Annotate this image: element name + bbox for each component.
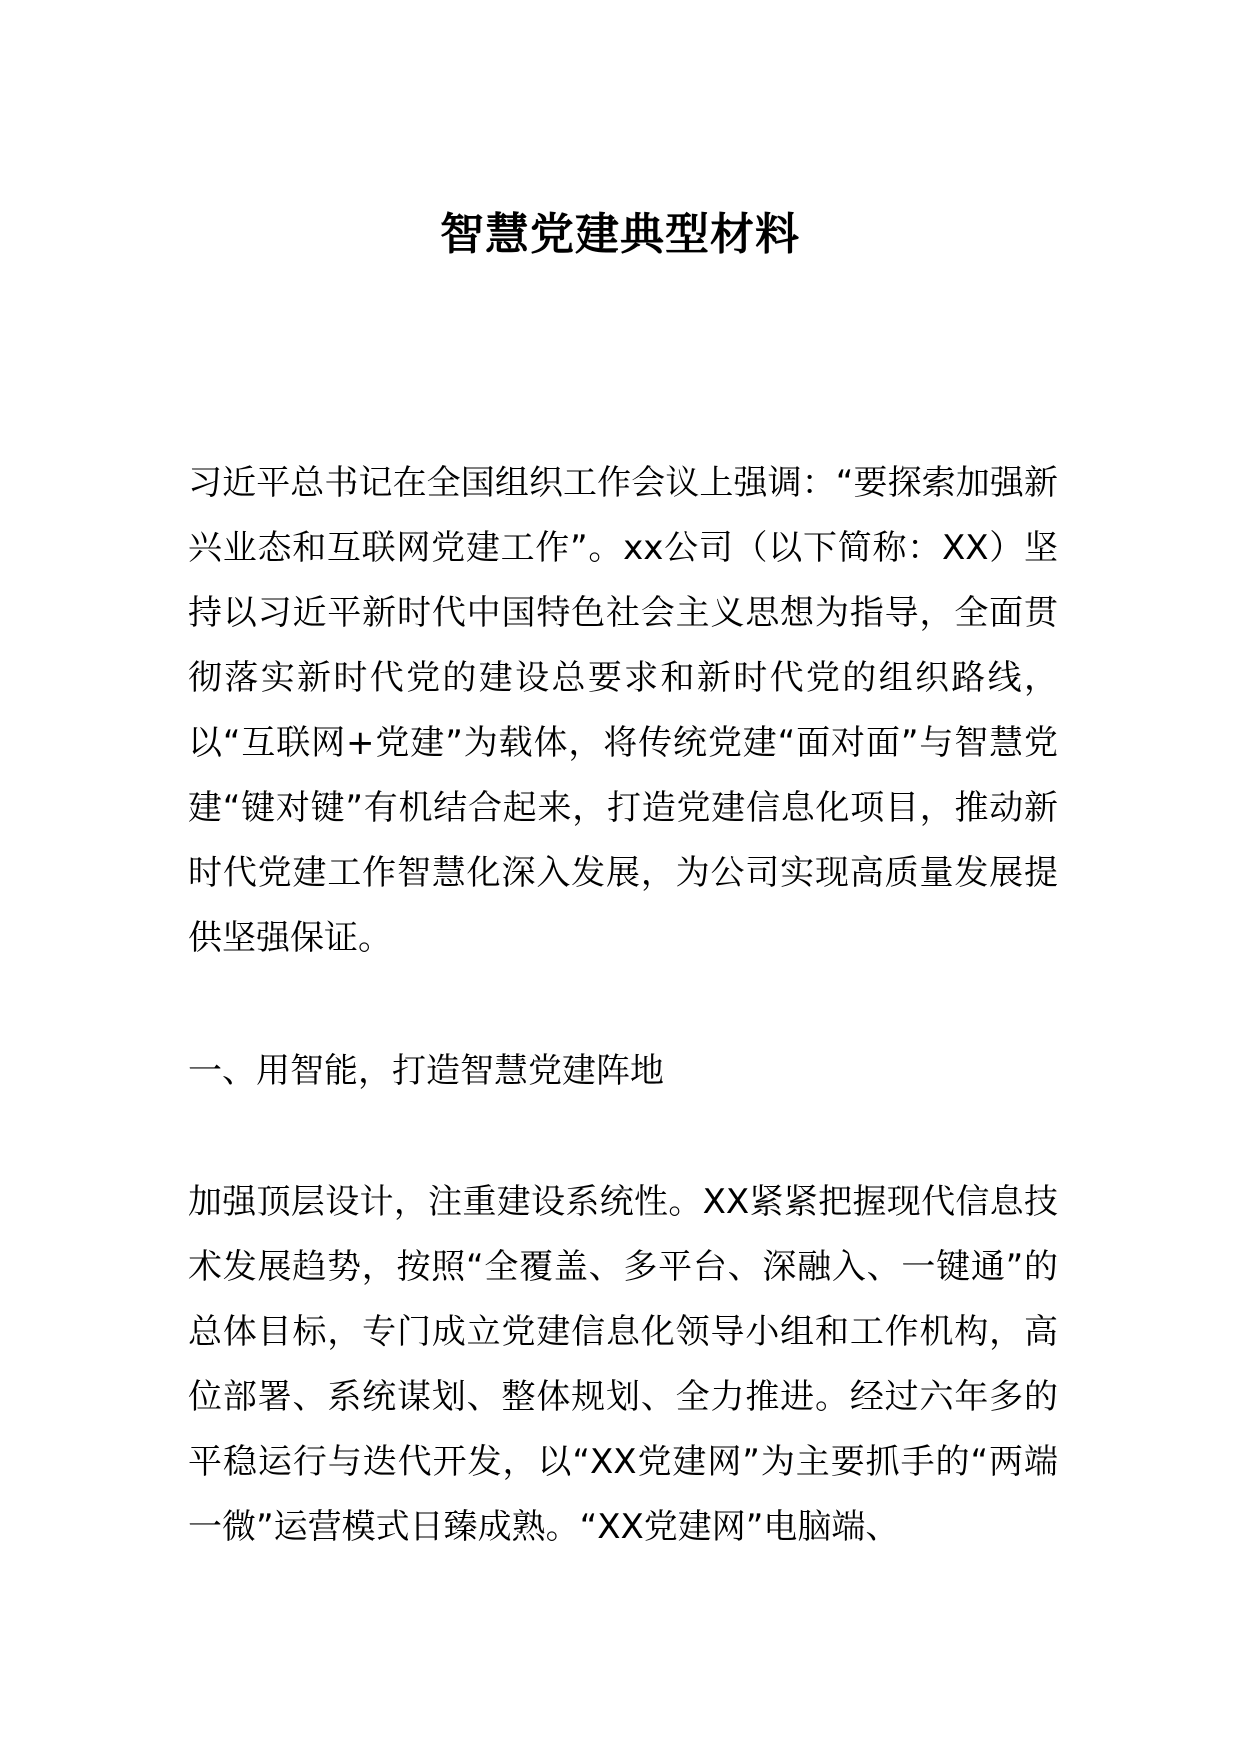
document-title: 智慧党建典型材料 xyxy=(440,209,800,260)
section-heading: 一、用智能，打造智慧党建阵地 xyxy=(188,1051,664,1091)
intro-paragraph: 习近平总书记在全国组织工作会议上强调：“要探索加强新兴业态和互联网党建工作”。xx公司（以下简称：XX）坚持以习近平新时代中国特色社会主义思想为指导，全面贯彻落实新时代党的建设总要求和新时代党的组织路线，以“互联网+党建”为载体，将传统党建“面对面”与智慧党建“键对键”有机结合起来，打造党建信息化项目，推动新时代党建工作智慧化深入发展，为公司实现高质量发展提供坚强保证。 xyxy=(188,463,1058,958)
section-paragraph: 加强顶层设计，注重建设系统性。XX紧紧把握现代信息技术发展趋势，按照“全覆盖、多平台、深融入、一键通”的总体目标，专门成立党建信息化领导小组和工作机构，高位部署、系统谋划、整体规划、全力推进。经过六年多的平稳运行与迭代开发，以“XX党建网”为主要抓手的“两端一微”运营模式日臻成熟。“XX党建网”电脑端、 xyxy=(188,1182,1058,1547)
